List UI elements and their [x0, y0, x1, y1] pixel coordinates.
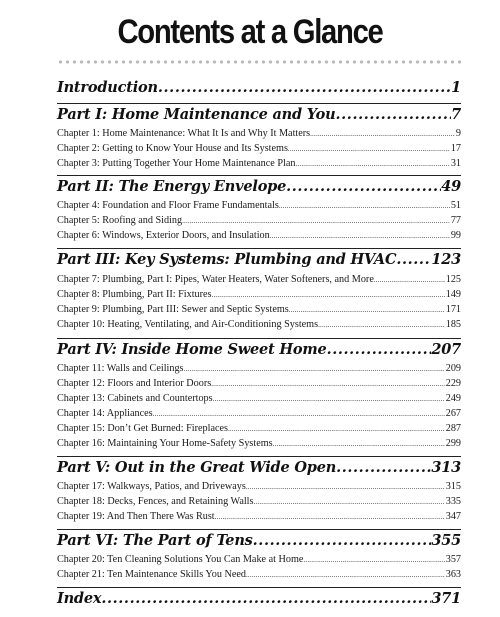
dot-leader [295, 157, 449, 171]
dot-leader [286, 177, 441, 197]
dot-leader [270, 229, 450, 243]
toc-entry-chapter-4[interactable] [57, 199, 461, 213]
entry-label: Chapter 10: Heating, Ventilating, and Air-Conditioning Systems [57, 319, 319, 330]
dot-leader [303, 553, 444, 567]
entry-label: Part IV: Inside Home Sweet Home [57, 341, 327, 358]
toc-entry-part-5[interactable] [57, 458, 461, 478]
toc-entry-chapter-6[interactable] [57, 229, 461, 243]
entry-page: 299 [445, 438, 461, 449]
entry-page: 209 [445, 363, 461, 374]
entry-label: Chapter 16: Maintaining Your Home-Safety Systems [57, 438, 273, 449]
dot-leader [310, 127, 455, 141]
entry-page: 249 [445, 393, 461, 404]
toc-entry-chapter-7[interactable] [57, 273, 461, 287]
entry-label: Chapter 15: Don’t Get Burned: Fireplaces [57, 423, 228, 434]
toc-entry-chapter-10[interactable] [57, 318, 461, 332]
toc-entry-chapter-12[interactable] [57, 377, 461, 391]
part-divider [57, 103, 461, 104]
toc-entry-chapter-17[interactable] [57, 480, 461, 494]
toc-entry-chapter-13[interactable] [57, 392, 461, 406]
dot-leader [289, 303, 445, 317]
entry-page: 315 [445, 481, 461, 492]
dot-leader [336, 458, 431, 478]
toc-entry-chapter-3[interactable] [57, 157, 461, 171]
toc-entry-part-2[interactable] [57, 177, 461, 197]
part-divider [57, 587, 461, 588]
dot-leader [228, 422, 445, 436]
toc-entry-chapter-5[interactable] [57, 214, 461, 228]
toc-entry-chapter-15[interactable] [57, 422, 461, 436]
part-divider [57, 456, 461, 457]
toc-entry-chapter-20[interactable] [57, 553, 461, 567]
dot-leader [318, 318, 445, 332]
entry-label: Chapter 20: Ten Cleaning Solutions You Can Make at Home [57, 554, 304, 565]
dot-leader [184, 362, 445, 376]
entry-label: Part VI: The Part of Tens [57, 532, 253, 549]
entry-page: 49 [441, 178, 461, 195]
entry-page: 123 [431, 251, 461, 268]
dot-leader [253, 531, 432, 551]
entry-page: 207 [431, 341, 461, 358]
entry-page: 149 [445, 289, 461, 300]
entry-page: 335 [445, 496, 461, 507]
toc-entry-part-4[interactable] [57, 340, 461, 360]
entry-page: 185 [445, 319, 461, 330]
dot-leader [374, 273, 445, 287]
toc-entry-chapter-19[interactable] [57, 510, 461, 524]
toc-entry-chapter-18[interactable] [57, 495, 461, 509]
entry-page: 1 [451, 79, 461, 96]
dot-leader [212, 288, 445, 302]
toc-entry-chapter-21[interactable] [57, 568, 461, 582]
entry-label: Chapter 17: Walkways, Patios, and Driveways [57, 481, 246, 492]
entry-label: Chapter 18: Decks, Fences, and Retaining Walls [57, 496, 254, 507]
page-title: Contents at a Glance [117, 13, 383, 51]
part-divider [57, 248, 461, 249]
entry-page: 371 [431, 590, 461, 607]
entry-label: Chapter 1: Home Maintenance: What It Is and Why It Matters [57, 128, 311, 139]
entry-label: Part I: Home Maintenance and You [57, 106, 336, 123]
dot-leader [253, 495, 444, 509]
entry-label: Chapter 9: Plumbing, Part III: Sewer and Septic Systems [57, 304, 289, 315]
dot-leader [273, 437, 445, 451]
part-divider [57, 338, 461, 339]
entry-page: 347 [445, 511, 461, 522]
toc-entry-part-1[interactable] [57, 105, 461, 125]
entry-label: Chapter 3: Putting Together Your Home Maintenance Plan [57, 158, 296, 169]
entry-label: Index [57, 590, 102, 607]
entry-label: Introduction [57, 79, 158, 96]
part-divider [57, 529, 461, 530]
entry-page: 171 [445, 304, 461, 315]
entry-page: 125 [445, 274, 461, 285]
entry-page: 229 [445, 378, 461, 389]
dot-leader [101, 589, 431, 609]
entry-label: Chapter 4: Foundation and Floor Frame Fundamentals [57, 200, 279, 211]
dotted-divider [57, 60, 461, 64]
toc-entry-part-6[interactable] [57, 531, 461, 551]
entry-label: Chapter 13: Cabinets and Countertops [57, 393, 213, 404]
toc-entry-chapter-11[interactable] [57, 362, 461, 376]
entry-page: 17 [450, 143, 461, 154]
toc-entry-part-3[interactable] [57, 250, 461, 270]
dot-leader [246, 568, 445, 582]
entry-label: Chapter 21: Ten Maintenance Skills You Need [57, 569, 246, 580]
toc-entry-chapter-1[interactable] [57, 127, 461, 141]
toc-entry-index[interactable] [57, 589, 461, 609]
dot-leader [211, 377, 445, 391]
dot-leader [215, 510, 445, 524]
entry-page: 51 [450, 200, 461, 211]
entry-page: 31 [450, 158, 461, 169]
dot-leader [182, 214, 450, 228]
dot-leader [279, 199, 450, 213]
part-divider [57, 175, 461, 176]
entry-page: 267 [445, 408, 461, 419]
toc-entry-chapter-16[interactable] [57, 437, 461, 451]
entry-page: 363 [445, 569, 461, 580]
dot-leader [396, 250, 431, 270]
entry-label: Chapter 7: Plumbing, Part I: Pipes, Water Heaters, Water Softeners, and More [57, 274, 374, 285]
entry-label: Part V: Out in the Great Wide Open [57, 459, 337, 476]
entry-label: Chapter 2: Getting to Know Your House and Its Systems [57, 143, 288, 154]
entry-label: Chapter 8: Plumbing, Part II: Fixtures [57, 289, 212, 300]
entry-label: Chapter 6: Windows, Exterior Doors, and Insulation [57, 230, 270, 241]
entry-label: Chapter 11: Walls and Ceilings [57, 363, 184, 374]
entry-page: 99 [450, 230, 461, 241]
dot-leader [336, 105, 452, 125]
entry-page: 357 [445, 554, 461, 565]
toc-entry-chapter-14[interactable] [57, 407, 461, 421]
entry-label: Chapter 12: Floors and Interior Doors [57, 378, 212, 389]
entry-page: 355 [431, 532, 461, 549]
entry-label: Chapter 14: Appliances [57, 408, 153, 419]
toc-entry-chapter-8[interactable] [57, 288, 461, 302]
entry-label: Part III: Key Systems: Plumbing and HVAC [57, 251, 397, 268]
toc-entry-introduction[interactable] [57, 78, 461, 98]
dot-leader [158, 78, 451, 98]
entry-page: 313 [431, 459, 461, 476]
toc-entry-chapter-9[interactable] [57, 303, 461, 317]
entry-label: Part II: The Energy Envelope [57, 178, 287, 195]
entry-label: Chapter 19: And Then There Was Rust [57, 511, 215, 522]
toc-entry-chapter-2[interactable] [57, 142, 461, 156]
entry-page: 9 [455, 128, 461, 139]
entry-label: Chapter 5: Roofing and Siding [57, 215, 183, 226]
dot-leader [288, 142, 450, 156]
entry-page: 287 [445, 423, 461, 434]
dot-leader [246, 480, 445, 494]
dot-leader [327, 340, 432, 360]
entry-page: 7 [451, 106, 461, 123]
dot-leader [153, 407, 445, 421]
dot-leader [213, 392, 445, 406]
entry-page: 77 [450, 215, 461, 226]
